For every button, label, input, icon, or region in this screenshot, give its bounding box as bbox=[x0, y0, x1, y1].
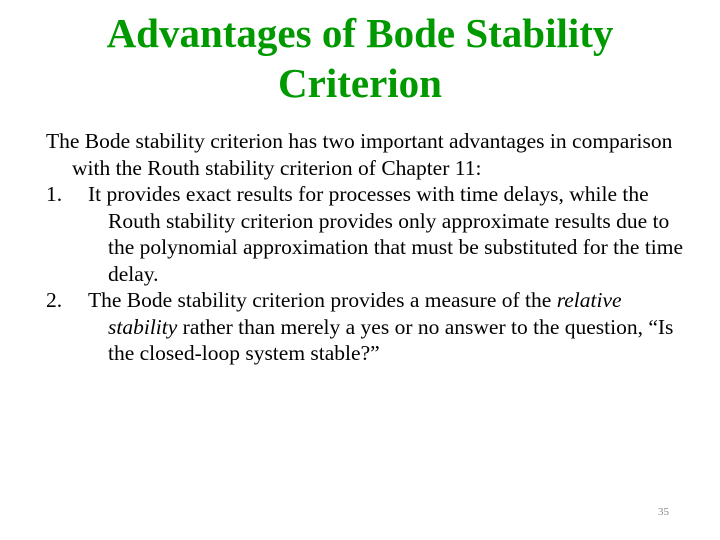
page-number: 35 bbox=[658, 506, 669, 518]
title-line-2: Criterion bbox=[278, 60, 442, 106]
title-line-1: Advantages of Bode Stability bbox=[106, 10, 614, 56]
intro-paragraph: The Bode stability criterion has two important advantages in comparison with the Routh stability criterion of Chapter 11: bbox=[46, 129, 673, 180]
relative-stability-emphasis: relative stability bbox=[108, 288, 622, 339]
list-item-1-text: It provides exact results for processes with time delays, while the Routh stability criterion provides only approximate results due to the polynomial approximation that must be substituted for the time delay. bbox=[88, 182, 684, 286]
list-item-2-text-after: rather than merely a yes or no answer to the question, “Is the closed-loop system stable?” bbox=[108, 314, 674, 365]
list-item-2-number: 2. bbox=[46, 288, 63, 312]
list-item-1-number: 1. bbox=[46, 182, 63, 206]
slide-title bbox=[40, 8, 680, 108]
list-item-1 bbox=[46, 181, 696, 287]
list-item-2 bbox=[46, 287, 696, 367]
slide-body bbox=[46, 128, 696, 367]
list-item-2-text bbox=[88, 287, 696, 367]
list-item-2-text-before: The Bode stability criterion provides a measure of the bbox=[88, 288, 557, 312]
